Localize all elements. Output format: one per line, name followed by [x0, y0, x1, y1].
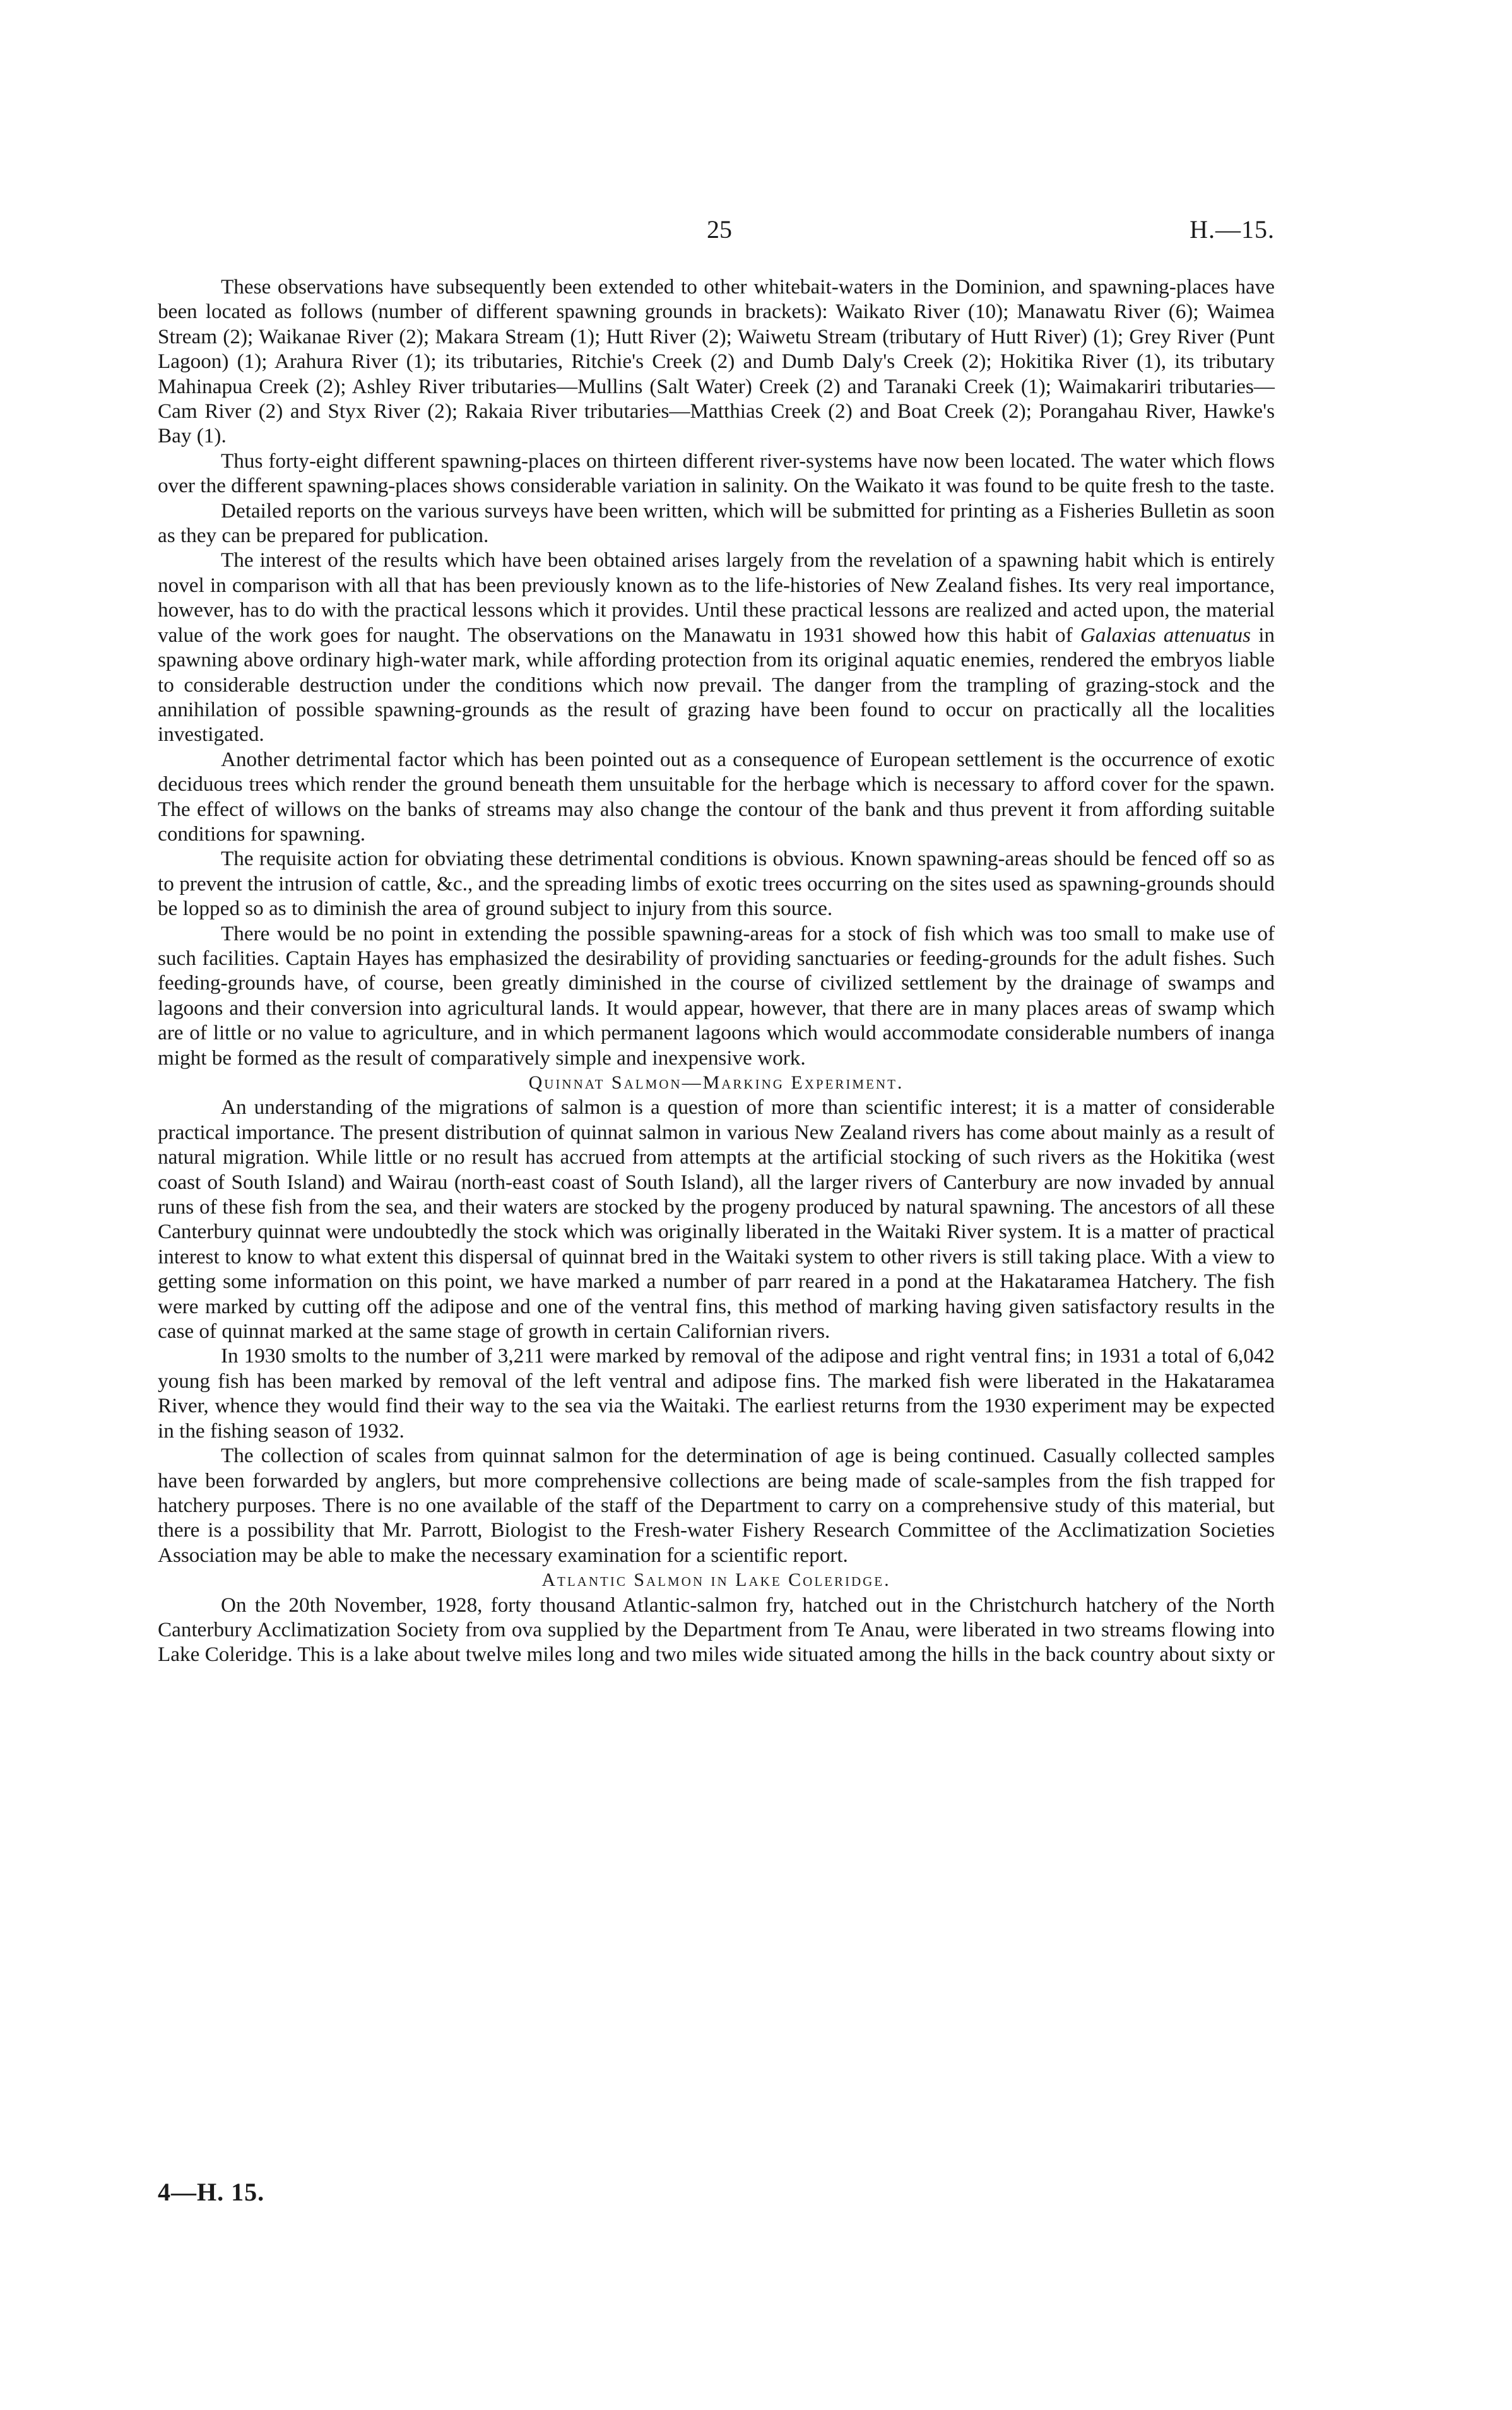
section-heading-atlantic: Atlantic Salmon in Lake Coleridge. [541, 1569, 891, 1591]
page-header [158, 215, 1275, 259]
paragraph: Another detrimental factor which has been pointed out as a consequence of European settlement is the occurrence of exotic deciduous trees which render the ground beneath them unsuitable for the herbage which is necessary to afford cover for the spawn. The effect of willows on the banks of streams may also change the contour of the bank and thus prevent it from affording suitable conditions for spawning. [158, 747, 1275, 846]
signature-mark: 4—H. 15. [158, 2178, 265, 2206]
paragraph: There would be no point in extending the possible spawning-areas for a stock of fish which was too small to make use of such facilities. Captain Hayes has emphasized the desirability of providing sanctuaries or feeding-grounds for the adult fishes. Such feeding-grounds have, of course, been greatly diminished in the course of civilized settlement by the drainage of swamps and lagoons and their conversion into agricultural lands. It would appear, however, that there are in many places areas of swamp which are of little or no value to agriculture, and in which permanent lagoons which would accommodate considerable numbers of inanga might be formed as the result of comparatively simple and inexpensive work. [158, 921, 1275, 1070]
paragraph-part: in spawning above ordinary high-water mark, while affording protection from its original aquatic enemies, rendered the embryos liable to considerable destruction under the conditions which now prevail. The danger from the trampling of grazing-stock and the annihilation of possible spawning-grounds as the result of grazing have been found to occur on practically all the localities investigated. [158, 623, 1275, 747]
section-heading-quinnat: Quinnat Salmon—Marking Experiment. [528, 1072, 904, 1093]
paragraph: An understanding of the migrations of salmon is a question of more than scientific interest; it is a matter of considerable practical importance. The present distribution of quinnat salmon in various New Zealand rivers has come about mainly as a result of natural migration. While little or no result has accrued from attempts at the artificial stocking of such rivers as the Hokitika (west coast of South Island) and Wairau (north-east coast of South Island), all the larger rivers of Canterbury are now invaded by annual runs of these fish from the sea, and their waters are stocked by the progeny produced by natural spawning. The ancestors of all these Canterbury quinnat were undoubtedly the stock which was originally liberated in the Waitaki River system. It is a matter of practical interest to know to what extent this dispersal of quinnat bred in the Waitaki system to other rivers is still taking place. With a view to getting some information on this point, we have marked a number of parr reared in a pond at the Hakataramea Hatchery. The fish were marked by cutting off the adipose and one of the ventral fins, this method of marking having given satisfactory results in the case of quinnat marked at the same stage of growth in certain Californian rivers. [158, 1096, 1275, 1344]
paragraph: The collection of scales from quinnat salmon for the determination of age is being continued. Casually collected samples have been forwarded by anglers, but more comprehensive collections are being made of scale-samples from the fish trapped for hatchery purposes. There is no one available of the staff of the Department to carry on a comprehensive study of this material, but there is a possibility that Mr. Parrott, Biologist to the Fresh-water Fishery Research Committee of the Acclimatization Societies Association may be able to make the necessary examination for a scientific report. [158, 1444, 1275, 1567]
species-name: Galaxias attenuatus [1080, 623, 1251, 647]
paragraph: These observations have subsequently been extended to other whitebait-waters in the Dominion, and spawning-places have been located as follows (number of different spawning grounds in brackets): Waikato River (10); Manawatu River (6); Waimea Stream (2); Waikanae River (2); Makara Stream (1); Hutt River (2); Waiwetu Stream (tributary of Hutt River) (1); Grey River (Punt Lagoon) (1); Arahura River (1); its tributaries, Ritchie's Creek (2) and Dumb Daly's Creek (2); Hokitika River (1), its tributary Mahinapua Creek (2); Ashley River tributaries—Mullins (Salt Water) Creek (2) and Taranaki Creek (1); Waimakariri tributaries—Cam River (2) and Styx River (2); Rakaia River tributaries—Matthias Creek (2) and Boat Creek (2); Porangahau River, Hawke's Bay (1). [158, 275, 1275, 448]
paragraph: Thus forty-eight different spawning-places on thirteen different river-systems have now been located. The water which flows over the different spawning-places shows considerable variation in salinity. On the Waikato it was found to be quite fresh to the taste. [158, 449, 1275, 498]
paragraph: Detailed reports on the various surveys have been written, which will be submitted for printing as a Fisheries Bulletin as soon as they can be prepared for publication. [158, 499, 1275, 548]
body-text [158, 275, 1275, 1667]
paragraph-part: The interest of the results which have been obtained arises largely from the revelation of a spawning habit which is entirely novel in comparison with all that has been previously known as to the life-histories of New Zealand fishes. Its very real importance, however, has to do with the practical lessons which it provides. Until these practical lessons are realized and acted upon, the material value of the work goes for naught. The observations on the Manawatu in 1931 showed how this habit of [158, 548, 1275, 647]
paragraph: On the 20th November, 1928, forty thousand Atlantic-salmon fry, hatched out in the Christchurch hatchery of the North Canterbury Acclimatization Society from ova supplied by the Department from Te Anau, were liberated in two streams flowing into Lake Coleridge. This is a lake about twelve miles long and two miles wide situated among the hills in the back country about sixty or [158, 1593, 1275, 1667]
document-reference: H.—15. [1190, 215, 1275, 244]
page-number: 25 [707, 215, 732, 244]
paragraph: In 1930 smolts to the number of 3,211 were marked by removal of the adipose and right ventral fins; in 1931 a total of 6,042 young fish has been marked by removal of the left ventral and adipose fins. The marked fish were liberated in the Hakataramea River, whence they would find their way to the sea via the Waitaki. The earliest returns from the 1930 experiment may be expected in the fishing season of 1932. [158, 1344, 1275, 1443]
paragraph [158, 548, 1275, 747]
paragraph: The requisite action for obviating these detrimental conditions is obvious. Known spawning-areas should be fenced off so as to prevent the intrusion of cattle, &c., and the spreading limbs of exotic trees occurring on the sites used as spawning-grounds should be lopped so as to diminish the area of ground subject to injury from this source. [158, 847, 1275, 921]
